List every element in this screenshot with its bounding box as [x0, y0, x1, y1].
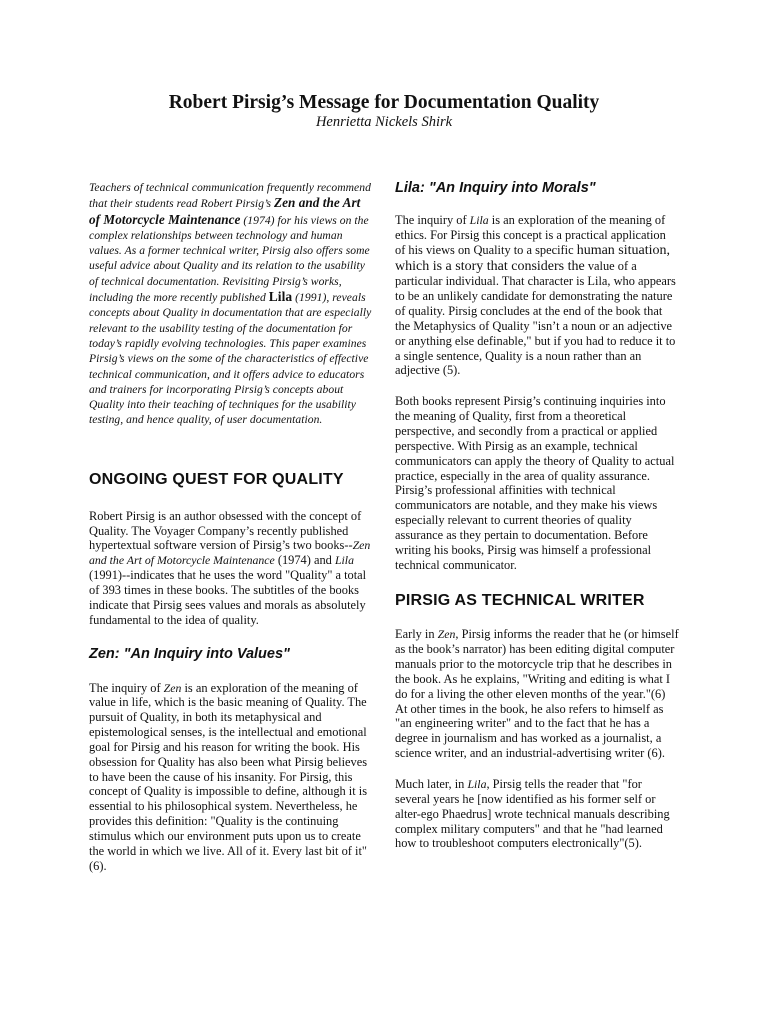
- paragraph-lila-2: Both books represent Pirsig’s continuing inquiries into the meaning of Quality, first from a theoretical perspective, and secondly from a practical or applied perspective. With Pirsig as an example, technical communicators can apply the theory of Quality to actual practice, especially in the area of quality assurance. Pirsig’s professional affinities with technical communicators are notable, and they make his views especially relevant to current theories of quality assurance as they pertain to documentation. Before writing his books, Pirsig was himself a professional technical communicator.: [395, 394, 675, 572]
- paragraph-technical-writer-2: Much later, in Lila, Pirsig tells the reader that "for several years he [now identified as his former self or alter-ego Phaedrus] wrote technical manuals describing complex military computers" and that he "had learned how to troubleshoot computers electronically"(5).: [395, 777, 670, 851]
- paper-title: Robert Pirsig’s Message for Documentation Quality: [168, 92, 600, 113]
- section-heading-technical-writer: PIRSIG AS TECHNICAL WRITER: [395, 592, 645, 610]
- left-column: [89, 180, 373, 873]
- subsection-heading-zen: Zen: "An Inquiry into Values": [89, 645, 290, 662]
- abstract-text-3: (1991), reveals concepts about Quality in documentation that are especially relevant to the usability testing of the documentation for today’s rapidly evolving technologies. This paper examines Pirsig’s views on the some of the characteristics of effective technical communication, and it offers advice to educators and trainers for incorporating Pirsig’s concepts about Quality into their teaching of techniques for the usability testing, and hence quality, of user documentation.: [89, 291, 372, 427]
- book-title-lila: Lila: [467, 777, 487, 791]
- paragraph-lila-1: The inquiry of Lila is an exploration of the meaning of ethics. For Pirsig this concept is a practical application of his views on Quality to a specific human situation, which is a story that considers the value of a particular individual. That character is Lila, who appears to be an unlikely candidate for demonstrating the nature of quality. Pirsig concludes at the end of the book that the Metaphysics of Quality "isn’t a noun or an adjective or anything else definable," but if you had to reduce it to a single sentence, Quality is a noun rather than an adjective (5).: [395, 213, 676, 378]
- book-title-zen: Zen: [437, 627, 456, 642]
- book-title-lila: Lila: [334, 553, 354, 568]
- abstract-book-title-lila: Lila: [268, 289, 293, 305]
- book-title-zen: Zen: [163, 680, 182, 695]
- abstract: [89, 180, 373, 428]
- section-heading-ongoing-quest: ONGOING QUEST FOR QUALITY: [89, 470, 344, 488]
- abstract-book-title-zen: Zen and the Art of Motorcycle Maintenance: [89, 195, 361, 227]
- paragraph-zen: The inquiry of Zen is an exploration of the meaning of value in life, which is the basic meaning of Quality. The pursuit of Quality, in both its metaphysical and epistemological senses, is the intellectual and emotional goal for Pirsig and his reason for writing the book. His obsession for Quality has also been what Pirsig believes to have been the cause of his insanity. For Pirsig, this concept of Quality is impossible to define, although it is essential to his philosophical system. Nevertheless, he provides this definition: "Quality is the continuing stimulus which our environment puts upon us to create the world in which we live. All of it. Every last bit of it" (6).: [89, 680, 368, 873]
- paragraph-technical-writer-1: Early in Zen, Pirsig informs the reader that he (or himself as the book’s narrator) has been editing digital computer manuals prior to the motorcycle trip that he describes in the book. As he explains, "Writing and editing is what I do for a living the other eleven months of the year."(6) At other times in the book, he also refers to himself as "an engineering writer" and to the fact that he has a degree in journalism and has worked as a journalist, a science writer, and an industrial-advertising writer (6).: [395, 627, 679, 761]
- right-column: [395, 180, 679, 851]
- abstract-text-1: Teachers of technical communication frequently recommend that their students read Robert Pirsig’s: [89, 181, 371, 211]
- subsection-heading-lila: Lila: "An Inquiry into Morals": [395, 180, 596, 196]
- abstract-text-2: (1974) for his views on the complex relationships between technology and human values. As a former technical writer, Pirsig also offers some useful advice about Quality and its relation to the usability of technical documentation. Revisiting Pirsig’s works, including the more recently published: [89, 213, 370, 305]
- book-title-lila: Lila: [469, 213, 489, 227]
- paragraph-ongoing-quest: Robert Pirsig is an author obsessed with the concept of Quality. The Voyager Company’s recently published hypertextual software version of Pirsig’s two books--Zen and the Art of Motorcycle Maintenance (1974) and Lila (1991)--indicates that he uses the word "Quality" a total of 393 times in these books. The subtitles of the books indicate that Pirsig sees values and morals as absolutely fundamental to the idea of quality.: [89, 508, 371, 627]
- book-title-zen: Zen and the Art of Motorcycle Maintenance: [89, 538, 371, 568]
- author-name: Henrietta Nickels Shirk: [315, 114, 453, 130]
